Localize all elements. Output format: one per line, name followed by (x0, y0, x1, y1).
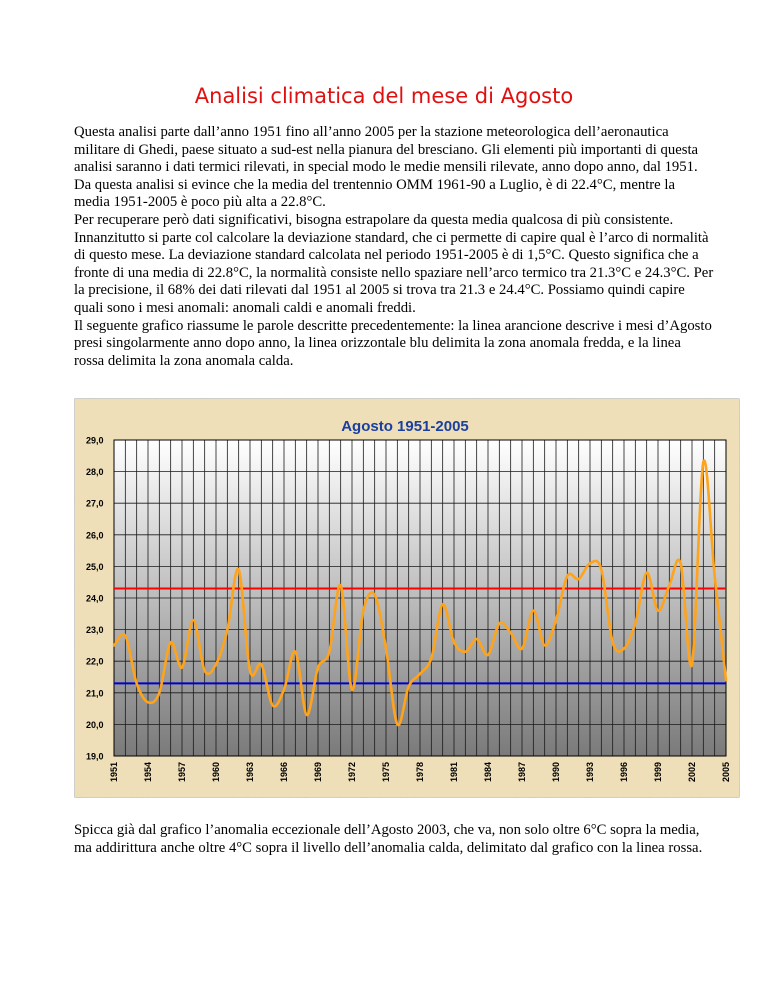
y-tick-label: 29,0 (86, 435, 104, 446)
y-tick-label: 22,0 (86, 656, 104, 667)
x-tick-label: 1957 (177, 762, 187, 783)
y-tick-label: 28,0 (86, 467, 104, 478)
chart-container (74, 398, 740, 798)
x-tick-label: 1981 (449, 762, 459, 783)
paragraph-2: Da questa analisi si evince che la media del trentennio OMM 1961-90 a Luglio, è di 22.4°C, mentre la media 1951-2005 è poco più alta a 22.8°C. (74, 176, 675, 211)
chart-title: Agosto 1951-2005 (341, 418, 469, 435)
paragraph-1: Questa analisi parte dall’anno 1951 fino all’anno 2005 per la stazione meteorologica dell’aeronautica militare di Ghedi, paese situato a sud-est nella pianura del bresciano. Gli elementi più importanti di questa analisi saranno i dati termici rilevati, in special modo le medie mensili rilevate, anno dopo anno, dal 1951. (74, 124, 699, 176)
y-tick-label: 21,0 (86, 688, 104, 699)
x-tick-label: 1993 (585, 762, 595, 783)
x-tick-label: 2005 (721, 762, 731, 783)
x-tick-label: 1960 (211, 762, 221, 783)
intro-text (74, 124, 714, 370)
x-tick-label: 1987 (517, 762, 527, 783)
page-title: Analisi climatica del mese di Agosto (194, 84, 574, 108)
x-tick-label: 1963 (245, 762, 255, 783)
x-tick-label: 1966 (279, 762, 289, 783)
x-tick-label: 1984 (483, 762, 493, 783)
paragraph-4: Il seguente grafico riassume le parole descritte precedentemente: la linea arancione descrive i mesi d’Agosto presi singolarmente anno dopo anno, la linea orizzontale blu delimita la zona anomala fredda, e la linea rossa delimita la zona anomala calda. (74, 317, 712, 369)
x-tick-label: 1951 (109, 762, 119, 783)
x-tick-label: 1975 (381, 762, 391, 783)
x-tick-label: 1996 (619, 762, 629, 783)
y-tick-label: 20,0 (86, 719, 104, 730)
x-tick-label: 1972 (347, 762, 357, 783)
x-tick-label: 2002 (687, 762, 697, 783)
x-tick-label: 1954 (143, 762, 153, 783)
x-tick-label: 1999 (653, 762, 663, 783)
y-tick-label: 24,0 (86, 593, 104, 604)
y-tick-label: 23,0 (86, 625, 104, 636)
closing-text (74, 822, 714, 857)
x-tick-label: 1978 (415, 762, 425, 783)
y-tick-label: 26,0 (86, 530, 104, 541)
y-tick-label: 27,0 (86, 498, 104, 509)
agosto-chart (74, 398, 740, 798)
closing-paragraph: Spicca già dal grafico l’anomalia eccezionale dell’Agosto 2003, che va, non solo oltre 6°C sopra la media, ma addirittura anche oltre 4°C sopra il livello dell’anomalia calda, delimitato dal grafico con la linea rossa. (74, 822, 703, 856)
x-tick-label: 1990 (551, 762, 561, 783)
paragraph-3: Per recuperare però dati significativi, bisogna estrapolare da questa media qualcosa di più consistente. Innanzitutto si parte col calcolare la deviazione standard, che ci permette di capire qual è l’arco di normalità di questo mese. La deviazione standard calcolata nel periodo 1951-2005 è di 1,5°C. Questo significa che a fronte di una media di 22.8°C, la normalità consiste nello spaziare nell’arco termico tra 21.3°C e 24.3°C. Per la precisione, il 68% dei dati rilevati dal 1951 al 2005 si trova tra 21.3 e 24.4°C. Possiamo quindi capire quali sono i mesi anomali: anomali caldi e anomali freddi. (74, 211, 714, 316)
x-tick-label: 1969 (313, 762, 323, 783)
y-tick-label: 19,0 (86, 751, 104, 762)
y-tick-label: 25,0 (86, 561, 104, 572)
